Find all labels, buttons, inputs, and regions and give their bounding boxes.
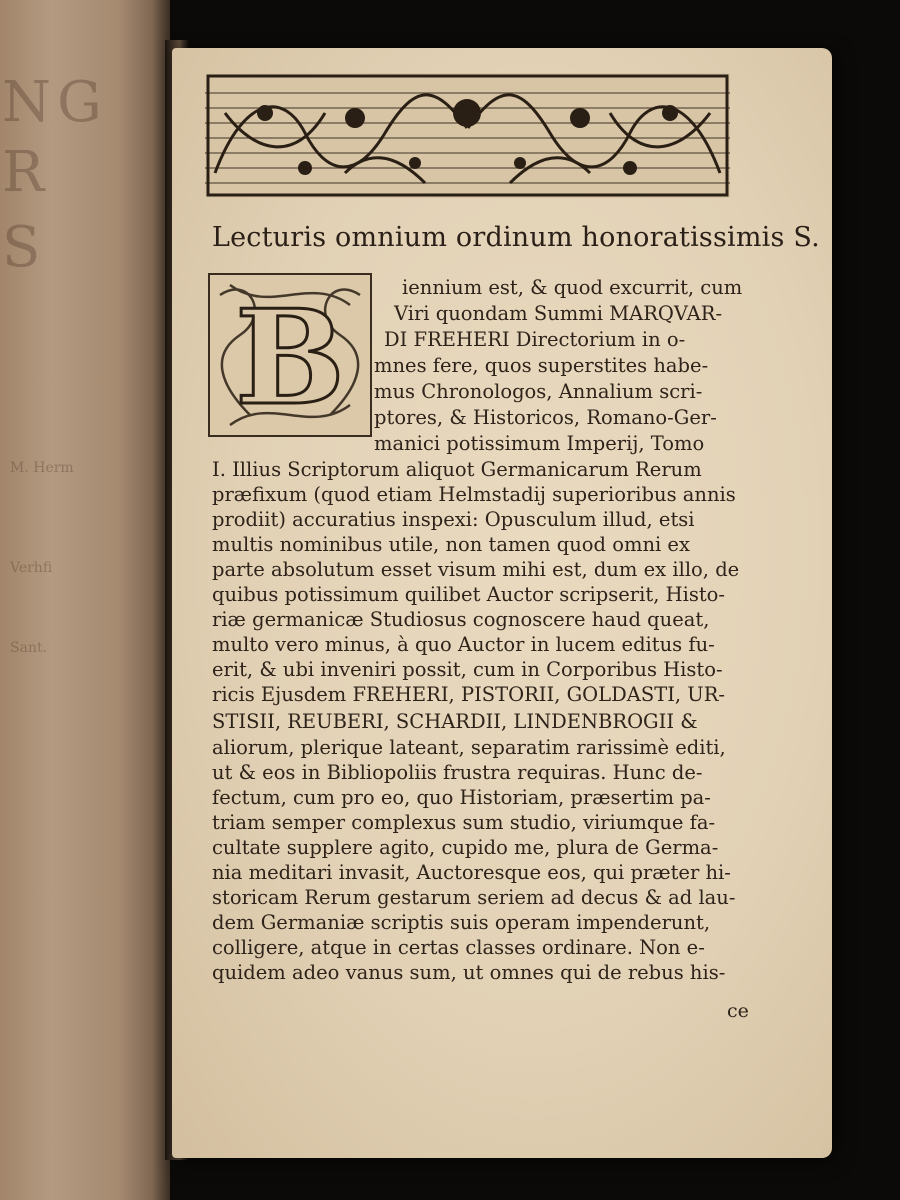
text-line: I. Illius Scriptorum aliquot Germanicarum Rerum bbox=[212, 458, 702, 481]
text-line: multis nominibus utile, non tamen quod omni ex bbox=[212, 533, 690, 556]
page-heading: Lecturis omnium ordinum honoratissimis S. bbox=[212, 222, 820, 253]
text-line: colligere, atque in certas classes ordinare. Non e- bbox=[212, 936, 705, 959]
text-line: mnes fere, quos superstites habe- bbox=[374, 354, 709, 377]
text-line: DI FREHERI Directorium in o- bbox=[384, 328, 686, 351]
catchword: ce bbox=[727, 1000, 749, 1022]
initial-letter: B bbox=[235, 281, 345, 434]
text-line: storicam Rerum gestarum seriem ad decus & ad lau- bbox=[212, 886, 736, 909]
text-line: riæ germanicæ Studiosus cognoscere haud queat, bbox=[212, 608, 710, 631]
text-line: Viri quondam Summi MARQVAR- bbox=[394, 302, 723, 325]
ornamental-headpiece bbox=[205, 73, 730, 198]
text-line: præfixum (quod etiam Helmstadij superioribus annis bbox=[212, 483, 736, 506]
text-line: iennium est, & quod excurrit, cum bbox=[402, 276, 743, 299]
left-page: NG R S M. Herm Verhfi Sant. bbox=[0, 0, 170, 1200]
book-page bbox=[172, 48, 832, 1158]
text-line: nia meditari invasit, Auctoresque eos, qui præter hi- bbox=[212, 861, 731, 884]
text-line: ptores, & Historicos, Romano-Ger- bbox=[374, 406, 717, 429]
text-line: multo vero minus, à quo Auctor in lucem editus fu- bbox=[212, 633, 715, 656]
text-line: dem Germaniæ scriptis suis operam impenderunt, bbox=[212, 911, 711, 934]
text-line: ut & eos in Bibliopoliis frustra requiras. Hunc de- bbox=[212, 761, 703, 784]
text-line: mus Chronologos, Annalium scri- bbox=[374, 380, 703, 403]
text-line: aliorum, plerique lateant, separatim rarissimè editi, bbox=[212, 736, 726, 759]
text-line: cultate supplere agito, cupido me, plura de Germa- bbox=[212, 836, 719, 859]
text-line: quibus potissimum quilibet Auctor scripserit, Histo- bbox=[212, 583, 725, 606]
text-line: manici potissimum Imperij, Tomo bbox=[374, 432, 705, 455]
text-line: ricis Ejusdem FREHERI, PISTORII, GOLDASTI, UR- bbox=[212, 683, 726, 706]
text-line: fectum, cum pro eo, quo Historiam, præsertim pa- bbox=[212, 786, 711, 809]
text-line: prodiit) accuratius inspexi: Opusculum illud, etsi bbox=[212, 508, 695, 531]
text-line: parte absolutum esset visum mihi est, dum ex illo, de bbox=[212, 558, 740, 581]
text-line: STISII, REUBERI, SCHARDII, LINDENBROGII & bbox=[212, 710, 698, 733]
text-line: erit, & ubi inveniri possit, cum in Corporibus Histo- bbox=[212, 658, 723, 681]
text-line: triam semper complexus sum studio, viriumque fa- bbox=[212, 811, 716, 834]
decorated-initial bbox=[208, 273, 372, 437]
text-line: quidem adeo vanus sum, ut omnes qui de rebus his- bbox=[212, 961, 726, 984]
